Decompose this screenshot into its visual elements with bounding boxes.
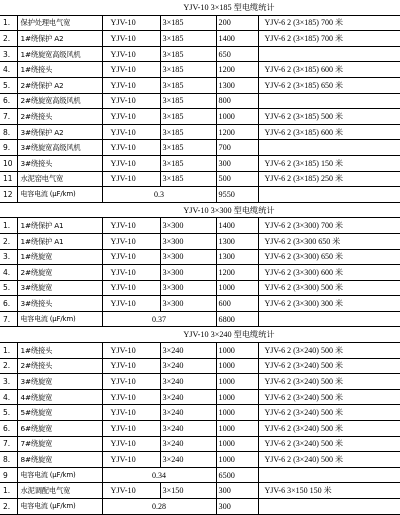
cable-model: YJV-10 [102,389,160,405]
cable-model: YJV-10 [102,77,160,93]
cable-length: 1000 [216,389,258,405]
cable-length: 1300 [216,249,258,265]
cable-length: 1000 [216,280,258,296]
row-number: 4. [0,265,17,281]
cable-route-name: 3#绕保护 A2 [17,124,102,140]
equivalent-note: YJV-6 2 (3×300) 650 米 [258,249,400,265]
cable-route-name: 1#绕旋宽 [17,249,102,265]
empty-cell [258,499,400,515]
table-row [0,389,400,405]
row-number: 5. [0,280,17,296]
row-number: 7. [0,436,17,452]
cable-spec: 3×240 [160,452,216,468]
row-number: 3. [0,249,17,265]
cable-route-name: 1#绕保护 A2 [17,31,102,47]
table-row [0,483,400,499]
section-title: YJV-10 3×185 型电缆统计 [0,0,400,15]
cable-model: YJV-10 [102,15,160,31]
cable-spec: 3×185 [160,15,216,31]
cable-length: 300 [216,483,258,499]
row-number: 9 [0,467,17,483]
cable-model: YJV-10 [102,405,160,421]
cable-route-name: 1#绕旋宽高级风机 [17,46,102,62]
row-number: 4. [0,389,17,405]
row-number: 12 [0,187,17,203]
equivalent-note: YJV-6 2 (3×240) 500 米 [258,374,400,390]
cable-route-name: 水泥窑电气宽 [17,171,102,187]
total-length: 6500 [216,467,258,483]
section-title-row [0,0,400,15]
section-title-row [0,327,400,343]
cable-model: YJV-10 [102,483,160,499]
cable-model: YJV-10 [102,171,160,187]
capacitance-value: 0.3 [102,187,216,203]
cable-route-name: 6#绕旋宽 [17,421,102,437]
capacitance-row [0,311,400,327]
row-number: 3. [0,46,17,62]
table-row [0,124,400,140]
cable-model: YJV-10 [102,109,160,125]
equivalent-note: YJV-6 2 (3×240) 500 米 [258,405,400,421]
cable-length: 1000 [216,358,258,374]
cable-route-name: 保护处理电气宽 [17,15,102,31]
cable-length: 800 [216,93,258,109]
cable-length: 1000 [216,405,258,421]
table-row [0,46,400,62]
cable-length: 1200 [216,62,258,78]
cable-route-name: 3#绕接头 [17,155,102,171]
equivalent-note: YJV-6 2 (3×185) 600 米 [258,62,400,78]
equivalent-note: YJV-6 2 (3×300) 500 米 [258,280,400,296]
section-title: YJV-10 3×240 型电缆统计 [0,327,400,343]
cable-route-name: 1#绕保护 A1 [17,233,102,249]
row-number: 10 [0,155,17,171]
cable-spec: 3×300 [160,296,216,312]
cable-length: 1300 [216,233,258,249]
cable-spec: 3×185 [160,155,216,171]
cable-spec: 3×300 [160,249,216,265]
cable-model: YJV-10 [102,421,160,437]
row-number: 6. [0,296,17,312]
cable-length: 300 [216,155,258,171]
cable-length: 1000 [216,421,258,437]
cable-route-name: 5#绕旋宽 [17,405,102,421]
equivalent-note: YJV-6 2 (3×240) 500 米 [258,421,400,437]
equivalent-note [258,140,400,156]
row-number: 5. [0,405,17,421]
cable-model: YJV-10 [102,62,160,78]
row-number: 8. [0,452,17,468]
table-row [0,15,400,31]
cable-length: 1000 [216,374,258,390]
equivalent-note [258,93,400,109]
row-number: 11 [0,171,17,187]
cable-model: YJV-10 [102,343,160,359]
capacitance-label: 电容电流 (μF/km) [17,499,102,515]
cable-model: YJV-10 [102,140,160,156]
cable-model: YJV-10 [102,265,160,281]
cable-model: YJV-10 [102,218,160,234]
equivalent-note: YJV-6 2 (3×300) 600 米 [258,265,400,281]
cable-spec: 3×240 [160,343,216,359]
cable-spec: 3×185 [160,31,216,47]
cable-length: 650 [216,46,258,62]
table-row [0,155,400,171]
row-number: 6. [0,421,17,437]
table-row [0,405,400,421]
cable-route-name: 2#绕旋宽高级风机 [17,93,102,109]
table-row [0,265,400,281]
row-number: 2. [0,499,17,515]
cable-model: YJV-10 [102,280,160,296]
cable-length: 1400 [216,31,258,47]
row-number: 6. [0,93,17,109]
cable-spec: 3×185 [160,93,216,109]
cable-spec: 3×240 [160,374,216,390]
row-number: 3. [0,374,17,390]
section-title: YJV-10 3×300 型电缆统计 [0,202,400,218]
row-number: 4. [0,62,17,78]
table-row [0,77,400,93]
cable-length: 500 [216,171,258,187]
table-row [0,421,400,437]
table-row [0,280,400,296]
cable-route-name: 1#绕保护 A1 [17,218,102,234]
row-number: 1. [0,483,17,499]
cable-spec: 3×240 [160,358,216,374]
equivalent-note: YJV-6 2 (3×300) 700 米 [258,218,400,234]
table-row [0,296,400,312]
cable-route-name: 1#绕接头 [17,343,102,359]
total-length: 6800 [216,311,258,327]
cable-spec: 3×300 [160,280,216,296]
cable-spec: 3×185 [160,109,216,125]
row-number: 1. [0,218,17,234]
equivalent-note: YJV-6 2 (3×185) 250 米 [258,171,400,187]
table-row [0,31,400,47]
table-row [0,436,400,452]
cable-spec: 3×185 [160,140,216,156]
cable-length: 600 [216,296,258,312]
cable-model: YJV-10 [102,93,160,109]
cable-model: YJV-10 [102,374,160,390]
equivalent-note: YJV-6 2 (3×185) 600 米 [258,124,400,140]
cable-route-name: 3#绕旋宽 [17,280,102,296]
table-row [0,374,400,390]
row-number: 7. [0,109,17,125]
capacitance-value: 0.37 [102,311,216,327]
empty-cell [258,467,400,483]
cable-spec: 3×185 [160,62,216,78]
empty-cell [258,187,400,203]
cable-length: 1000 [216,436,258,452]
cable-model: YJV-10 [102,124,160,140]
cable-spec: 3×300 [160,218,216,234]
row-number: 7. [0,311,17,327]
cable-route-name: 7#绕旋宽 [17,436,102,452]
cable-spec: 3×240 [160,389,216,405]
cable-spec: 3×185 [160,77,216,93]
row-number: 5. [0,77,17,93]
row-number: 2. [0,358,17,374]
cable-length: 1300 [216,77,258,93]
cable-length: 1000 [216,452,258,468]
cable-route-name: 3#绕旋宽 [17,374,102,390]
equivalent-note: YJV-6 2 (3×300) 300 米 [258,296,400,312]
cable-spec: 3×240 [160,436,216,452]
cable-model: YJV-10 [102,233,160,249]
table-row [0,343,400,359]
cable-route-name: 3#绕接头 [17,296,102,312]
cable-route-name: 2#绕接头 [17,109,102,125]
table-row [0,218,400,234]
cable-model: YJV-10 [102,31,160,47]
capacitance-row [0,499,400,515]
cable-spec: 3×240 [160,405,216,421]
equivalent-note: YJV-6 2 (3×240) 500 米 [258,343,400,359]
cable-model: YJV-10 [102,358,160,374]
equivalent-note: YJV-6 2 (3×240) 500 米 [258,436,400,452]
cable-model: YJV-10 [102,46,160,62]
cable-length: 1200 [216,265,258,281]
cable-length: 1000 [216,109,258,125]
equivalent-note: YJV-6 2 (3×240) 500 米 [258,389,400,405]
total-length: 9550 [216,187,258,203]
equivalent-note: YJV-6 2 (3×240) 500 米 [258,358,400,374]
cable-model: YJV-10 [102,249,160,265]
cable-length: 1000 [216,343,258,359]
cable-route-name: 8#绕旋宽 [17,452,102,468]
equivalent-note: YJV-6 3×150 150 米 [258,483,400,499]
total-length: 300 [216,499,258,515]
capacitance-row [0,467,400,483]
cable-route-name: 4#绕旋宽 [17,389,102,405]
capacitance-value: 0.28 [102,499,216,515]
cable-route-name: 2#绕旋宽 [17,265,102,281]
cable-route-name: 2#绕保护 A2 [17,77,102,93]
cable-spec: 3×185 [160,171,216,187]
cable-model: YJV-10 [102,452,160,468]
row-number: 1. [0,15,17,31]
capacitance-row [0,187,400,203]
cable-model: YJV-10 [102,155,160,171]
row-number: 2. [0,233,17,249]
table-row [0,93,400,109]
cable-spec: 3×185 [160,46,216,62]
section-title-row [0,202,400,218]
table-row [0,109,400,125]
equivalent-note: YJV-6 2 (3×240) 500 米 [258,452,400,468]
equivalent-note: YJV-6 2 (3×185) 150 米 [258,155,400,171]
cable-spec: 3×300 [160,265,216,281]
table-row [0,452,400,468]
cable-route-name: 3#绕旋宽高级风机 [17,140,102,156]
capacitance-label: 电容电流 (μF/km) [17,467,102,483]
capacitance-label: 电容电流 (μF/km) [17,187,102,203]
cable-route-name: 1#绕接头 [17,62,102,78]
cable-model: YJV-10 [102,436,160,452]
cable-length: 700 [216,140,258,156]
cable-length: 1200 [216,124,258,140]
equivalent-note: YJV-6 2 (3×185) 500 米 [258,109,400,125]
table-row [0,140,400,156]
row-number: 9. [0,140,17,156]
table-row [0,358,400,374]
table-row [0,233,400,249]
cable-length: 1400 [216,218,258,234]
cable-length: 200 [216,15,258,31]
row-number: 8. [0,124,17,140]
equivalent-note [258,46,400,62]
empty-cell [258,311,400,327]
equivalent-note: YJV-6 2 (3×300 650 米 [258,233,400,249]
cable-spec: 3×300 [160,233,216,249]
table-row [0,249,400,265]
equivalent-note: YJV-6 2 (3×185) 700 米 [258,15,400,31]
cable-model: YJV-10 [102,296,160,312]
equivalent-note: YJV-6 2 (3×185) 700 米 [258,31,400,47]
row-number: 1. [0,343,17,359]
capacitance-value: 0.34 [102,467,216,483]
cable-spec: 3×150 [160,483,216,499]
cable-spec: 3×185 [160,124,216,140]
cable-spec: 3×240 [160,421,216,437]
capacitance-label: 电容电流 (μF/km) [17,311,102,327]
cable-route-name: 水泥调配电气宽 [17,483,102,499]
row-number: 2. [0,31,17,47]
table-row [0,62,400,78]
table-row [0,171,400,187]
cable-route-name: 2#绕接头 [17,358,102,374]
equivalent-note: YJV-6 2 (3×185) 650 米 [258,77,400,93]
